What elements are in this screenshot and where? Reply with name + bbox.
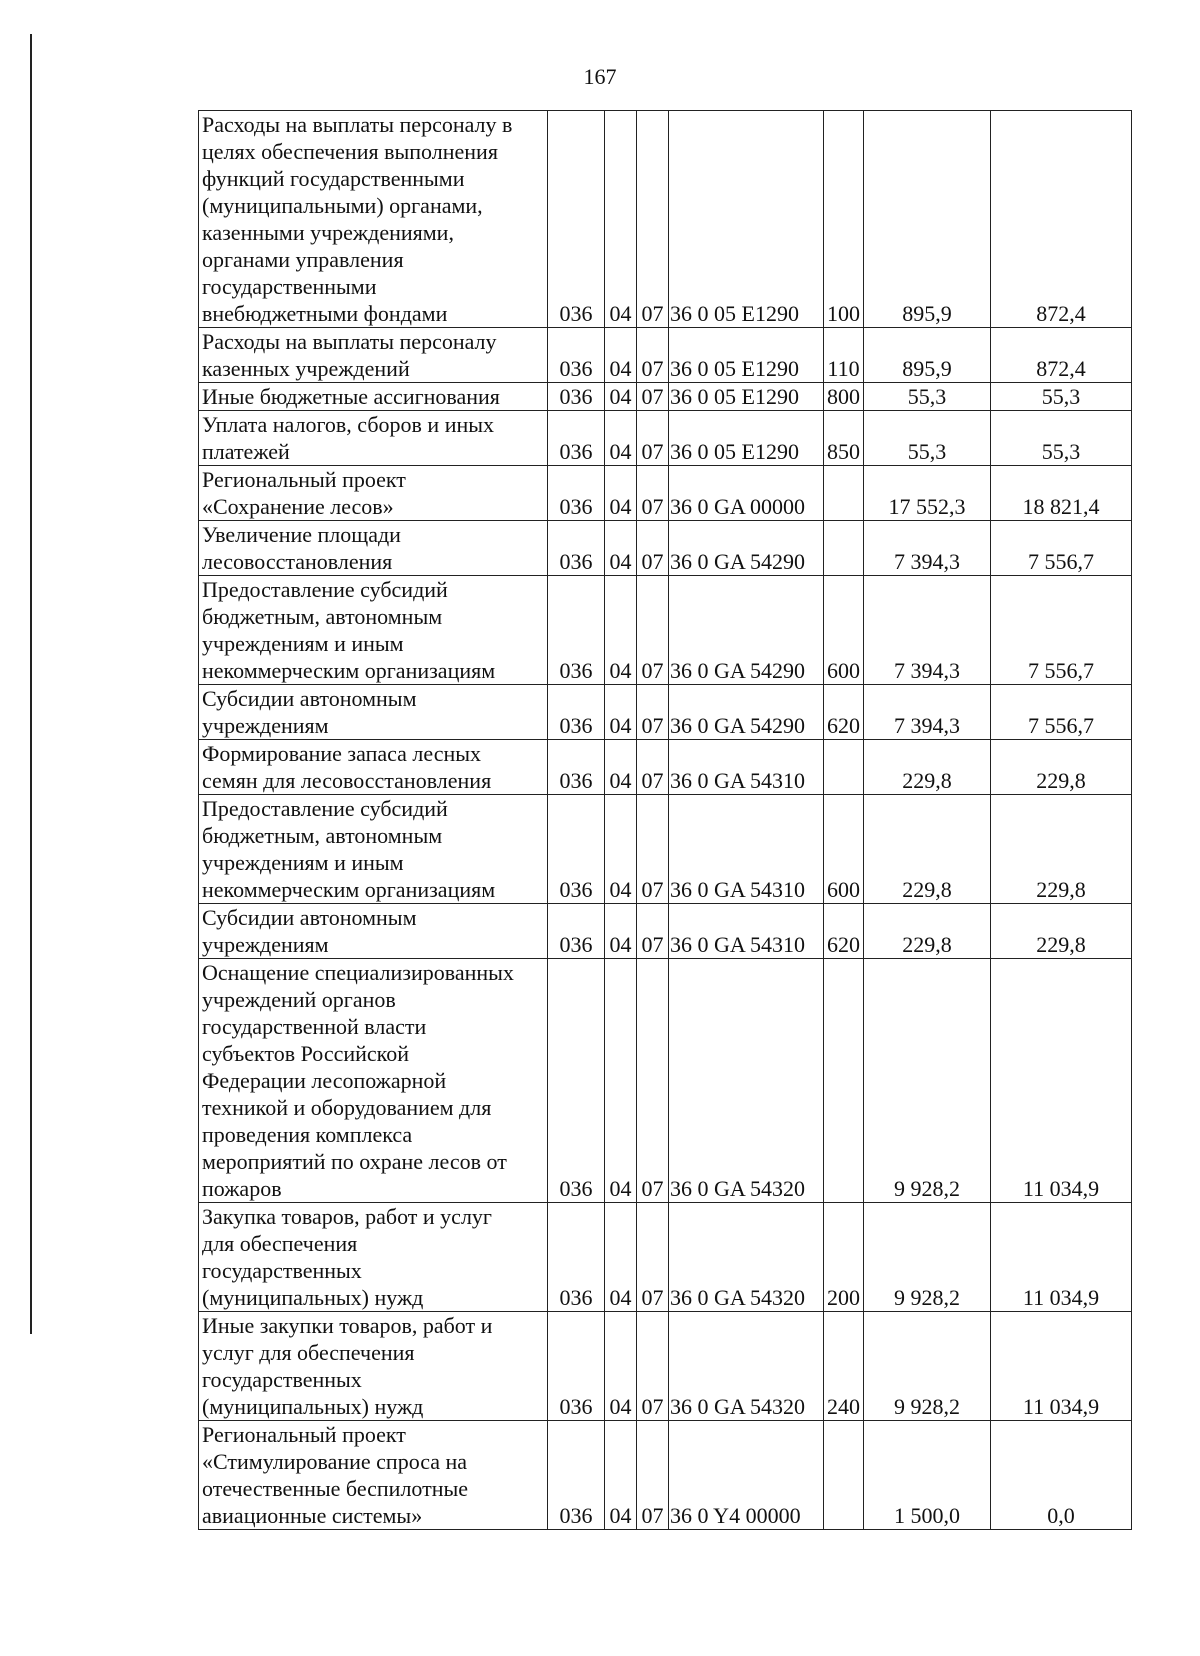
ministry-code-cell: 036 — [548, 111, 605, 328]
sum-second-year-cell: 7 556,7 — [991, 576, 1132, 685]
ministry-code-cell: 036 — [548, 795, 605, 904]
target-article-cell: 36 0 GA 54290 — [669, 685, 824, 740]
expense-type-cell: 100 — [824, 111, 864, 328]
sum-second-year-cell: 11 034,9 — [991, 1312, 1132, 1421]
subsection-code-cell: 07 — [637, 1421, 669, 1530]
subsection-code-cell: 07 — [637, 959, 669, 1203]
target-article-cell: 36 0 GA 54320 — [669, 1203, 824, 1312]
expense-type-cell: 600 — [824, 795, 864, 904]
subsection-code-cell: 07 — [637, 1312, 669, 1421]
expense-name-line: государственных — [202, 1367, 362, 1392]
table-body — [199, 111, 1132, 1530]
ministry-code-cell: 036 — [548, 521, 605, 576]
expense-name-line: учреждений органов — [202, 987, 396, 1012]
sum-second-year-cell: 229,8 — [991, 795, 1132, 904]
ministry-code-cell: 036 — [548, 904, 605, 959]
ministry-code-cell: 036 — [548, 1312, 605, 1421]
expense-name-line: Предоставление субсидий — [202, 577, 448, 602]
section-code-cell: 04 — [605, 328, 637, 383]
expense-type-cell: 620 — [824, 685, 864, 740]
expense-type-cell — [824, 740, 864, 795]
subsection-code-cell: 07 — [637, 383, 669, 411]
expense-name-cell — [199, 466, 548, 521]
section-code-cell: 04 — [605, 383, 637, 411]
section-code-cell: 04 — [605, 521, 637, 576]
expense-name-line: функций государственными — [202, 166, 465, 191]
ministry-code-cell: 036 — [548, 328, 605, 383]
expense-name-line: Расходы на выплаты персоналу в — [202, 112, 513, 137]
expense-name-cell — [199, 685, 548, 740]
expense-type-cell — [824, 466, 864, 521]
sum-second-year-cell: 872,4 — [991, 111, 1132, 328]
expense-type-cell — [824, 1421, 864, 1530]
section-code-cell: 04 — [605, 411, 637, 466]
target-article-cell: 36 0 GA 54290 — [669, 576, 824, 685]
expense-name-line: «Сохранение лесов» — [202, 494, 394, 519]
expense-name-line: бюджетным, автономным — [202, 823, 443, 848]
target-article-cell: 36 0 GA 54310 — [669, 795, 824, 904]
expense-type-cell: 800 — [824, 383, 864, 411]
expense-name-cell — [199, 740, 548, 795]
expense-type-cell: 240 — [824, 1312, 864, 1421]
sum-second-year-cell: 0,0 — [991, 1421, 1132, 1530]
table-row — [199, 576, 1132, 685]
ministry-code-cell: 036 — [548, 411, 605, 466]
section-code-cell: 04 — [605, 685, 637, 740]
sum-second-year-cell: 7 556,7 — [991, 521, 1132, 576]
subsection-code-cell: 07 — [637, 111, 669, 328]
sum-first-year-cell: 229,8 — [864, 904, 991, 959]
expense-name-line: субъектов Российской — [202, 1041, 410, 1066]
expense-name-cell — [199, 1203, 548, 1312]
table-row — [199, 1203, 1132, 1312]
expense-name-line: Формирование запаса лесных — [202, 741, 482, 766]
section-code-cell: 04 — [605, 740, 637, 795]
expense-name-line: для обеспечения — [202, 1231, 358, 1256]
sum-second-year-cell: 11 034,9 — [991, 1203, 1132, 1312]
subsection-code-cell: 07 — [637, 795, 669, 904]
ministry-code-cell: 036 — [548, 383, 605, 411]
expense-name-line: Закупка товаров, работ и услуг — [202, 1204, 492, 1229]
expense-type-cell: 850 — [824, 411, 864, 466]
sum-first-year-cell: 895,9 — [864, 328, 991, 383]
expense-name-line: государственными — [202, 274, 377, 299]
sum-second-year-cell: 11 034,9 — [991, 959, 1132, 1203]
expense-type-cell: 110 — [824, 328, 864, 383]
expense-name-line: казенными учреждениями, — [202, 220, 454, 245]
target-article-cell: 36 0 GA 54320 — [669, 959, 824, 1203]
section-code-cell: 04 — [605, 1312, 637, 1421]
sum-first-year-cell: 9 928,2 — [864, 1203, 991, 1312]
expense-name-line: бюджетным, автономным — [202, 604, 443, 629]
table-row — [199, 740, 1132, 795]
expense-name-cell — [199, 1312, 548, 1421]
ministry-code-cell: 036 — [548, 576, 605, 685]
sum-first-year-cell: 17 552,3 — [864, 466, 991, 521]
ministry-code-cell: 036 — [548, 1203, 605, 1312]
sum-second-year-cell: 55,3 — [991, 411, 1132, 466]
sum-second-year-cell: 229,8 — [991, 904, 1132, 959]
table-row — [199, 685, 1132, 740]
expense-name-line: учреждениям и иным — [202, 850, 404, 875]
expense-name-line: Субсидии автономным — [202, 686, 417, 711]
page-number: 167 — [583, 64, 617, 89]
expense-type-cell: 620 — [824, 904, 864, 959]
expense-type-cell: 600 — [824, 576, 864, 685]
table-row — [199, 795, 1132, 904]
subsection-code-cell: 07 — [637, 466, 669, 521]
table-row — [199, 383, 1132, 411]
expense-name-line: пожаров — [202, 1176, 282, 1201]
table-row — [199, 328, 1132, 383]
expense-name-line: государственной власти — [202, 1014, 427, 1039]
target-article-cell: 36 0 05 Е1290 — [669, 328, 824, 383]
sum-second-year-cell: 55,3 — [991, 383, 1132, 411]
sum-second-year-cell: 7 556,7 — [991, 685, 1132, 740]
budget-table — [198, 110, 1132, 1530]
table-row — [199, 521, 1132, 576]
subsection-code-cell: 07 — [637, 904, 669, 959]
sum-first-year-cell: 895,9 — [864, 111, 991, 328]
section-code-cell: 04 — [605, 1421, 637, 1530]
sum-first-year-cell: 229,8 — [864, 740, 991, 795]
section-code-cell: 04 — [605, 959, 637, 1203]
expense-name-line: Иные бюджетные ассигнования — [202, 384, 500, 409]
subsection-code-cell: 07 — [637, 328, 669, 383]
target-article-cell: 36 0 GA 54310 — [669, 740, 824, 795]
expense-name-line: Региональный проект — [202, 1422, 406, 1447]
expense-name-line: Предоставление субсидий — [202, 796, 448, 821]
subsection-code-cell: 07 — [637, 685, 669, 740]
expense-name-line: семян для лесовосстановления — [202, 768, 492, 793]
expense-name-line: Субсидии автономным — [202, 905, 417, 930]
expense-type-cell: 200 — [824, 1203, 864, 1312]
ministry-code-cell: 036 — [548, 959, 605, 1203]
sum-second-year-cell: 229,8 — [991, 740, 1132, 795]
binding-margin-line — [30, 34, 32, 1334]
expense-name-cell — [199, 1421, 548, 1530]
section-code-cell: 04 — [605, 576, 637, 685]
ministry-code-cell: 036 — [548, 1421, 605, 1530]
table-row — [199, 111, 1132, 328]
expense-name-line: Оснащение специализированных — [202, 960, 514, 985]
expense-name-line: учреждениям — [202, 932, 329, 957]
expense-name-cell — [199, 576, 548, 685]
section-code-cell: 04 — [605, 111, 637, 328]
expense-name-cell — [199, 795, 548, 904]
expense-name-line: казенных учреждений — [202, 356, 410, 381]
expense-name-line: Региональный проект — [202, 467, 406, 492]
expense-name-line: авиационные системы» — [202, 1503, 423, 1528]
expense-name-line: Федерации лесопожарной — [202, 1068, 447, 1093]
subsection-code-cell: 07 — [637, 576, 669, 685]
expense-name-line: государственных — [202, 1258, 362, 1283]
expense-name-line: «Стимулирование спроса на — [202, 1449, 468, 1474]
expense-name-line: проведения комплекса — [202, 1122, 413, 1147]
target-article-cell: 36 0 GA 54290 — [669, 521, 824, 576]
target-article-cell: 36 0 GA 00000 — [669, 466, 824, 521]
expense-name-cell — [199, 383, 548, 411]
sum-first-year-cell: 9 928,2 — [864, 959, 991, 1203]
sum-first-year-cell: 7 394,3 — [864, 685, 991, 740]
expense-name-line: некоммерческим организациям — [202, 658, 496, 683]
expense-name-cell — [199, 328, 548, 383]
expense-name-line: внебюджетными фондами — [202, 301, 448, 326]
expense-name-cell — [199, 411, 548, 466]
expense-name-line: мероприятий по охране лесов от — [202, 1149, 507, 1174]
table-row — [199, 411, 1132, 466]
subsection-code-cell: 07 — [637, 521, 669, 576]
expense-name-line: (муниципальных) нужд — [202, 1394, 424, 1419]
expense-name-line: лесовосстановления — [202, 549, 393, 574]
target-article-cell: 36 0 GA 54310 — [669, 904, 824, 959]
sum-first-year-cell: 7 394,3 — [864, 521, 991, 576]
expense-name-line: целях обеспечения выполнения — [202, 139, 498, 164]
expense-name-line: учреждениям и иным — [202, 631, 404, 656]
expense-name-cell — [199, 521, 548, 576]
table-row — [199, 466, 1132, 521]
expense-name-line: (муниципальными) органами, — [202, 193, 483, 218]
target-article-cell: 36 0 GA 54320 — [669, 1312, 824, 1421]
sum-first-year-cell: 229,8 — [864, 795, 991, 904]
expense-name-line: Иные закупки товаров, работ и — [202, 1313, 493, 1338]
expense-type-cell — [824, 521, 864, 576]
section-code-cell: 04 — [605, 466, 637, 521]
sum-first-year-cell: 7 394,3 — [864, 576, 991, 685]
subsection-code-cell: 07 — [637, 1203, 669, 1312]
expense-name-line: некоммерческим организациям — [202, 877, 496, 902]
expense-name-line: (муниципальных) нужд — [202, 1285, 424, 1310]
expense-name-cell — [199, 111, 548, 328]
table-row — [199, 904, 1132, 959]
expense-name-line: платежей — [202, 439, 290, 464]
section-code-cell: 04 — [605, 795, 637, 904]
expense-name-line: услуг для обеспечения — [202, 1340, 415, 1365]
sum-first-year-cell: 55,3 — [864, 411, 991, 466]
target-article-cell: 36 0 Y4 00000 — [669, 1421, 824, 1530]
target-article-cell: 36 0 05 Е1290 — [669, 383, 824, 411]
expense-name-line: Уплата налогов, сборов и иных — [202, 412, 495, 437]
sum-first-year-cell: 55,3 — [864, 383, 991, 411]
expense-name-line: Увеличение площади — [202, 522, 401, 547]
expense-name-line: органами управления — [202, 247, 404, 272]
ministry-code-cell: 036 — [548, 740, 605, 795]
expense-name-line: Расходы на выплаты персоналу — [202, 329, 497, 354]
table-row — [199, 1421, 1132, 1530]
target-article-cell: 36 0 05 Е1290 — [669, 411, 824, 466]
ministry-code-cell: 036 — [548, 466, 605, 521]
sum-first-year-cell: 1 500,0 — [864, 1421, 991, 1530]
sum-first-year-cell: 9 928,2 — [864, 1312, 991, 1421]
subsection-code-cell: 07 — [637, 740, 669, 795]
section-code-cell: 04 — [605, 1203, 637, 1312]
expense-name-line: техникой и оборудованием для — [202, 1095, 492, 1120]
table-row — [199, 1312, 1132, 1421]
sum-second-year-cell: 872,4 — [991, 328, 1132, 383]
expense-name-cell — [199, 904, 548, 959]
target-article-cell: 36 0 05 Е1290 — [669, 111, 824, 328]
ministry-code-cell: 036 — [548, 685, 605, 740]
expense-name-line: отечественные беспилотные — [202, 1476, 469, 1501]
expense-type-cell — [824, 959, 864, 1203]
expense-name-cell — [199, 959, 548, 1203]
section-code-cell: 04 — [605, 904, 637, 959]
sum-second-year-cell: 18 821,4 — [991, 466, 1132, 521]
expense-name-line: учреждениям — [202, 713, 329, 738]
subsection-code-cell: 07 — [637, 411, 669, 466]
table-row — [199, 959, 1132, 1203]
